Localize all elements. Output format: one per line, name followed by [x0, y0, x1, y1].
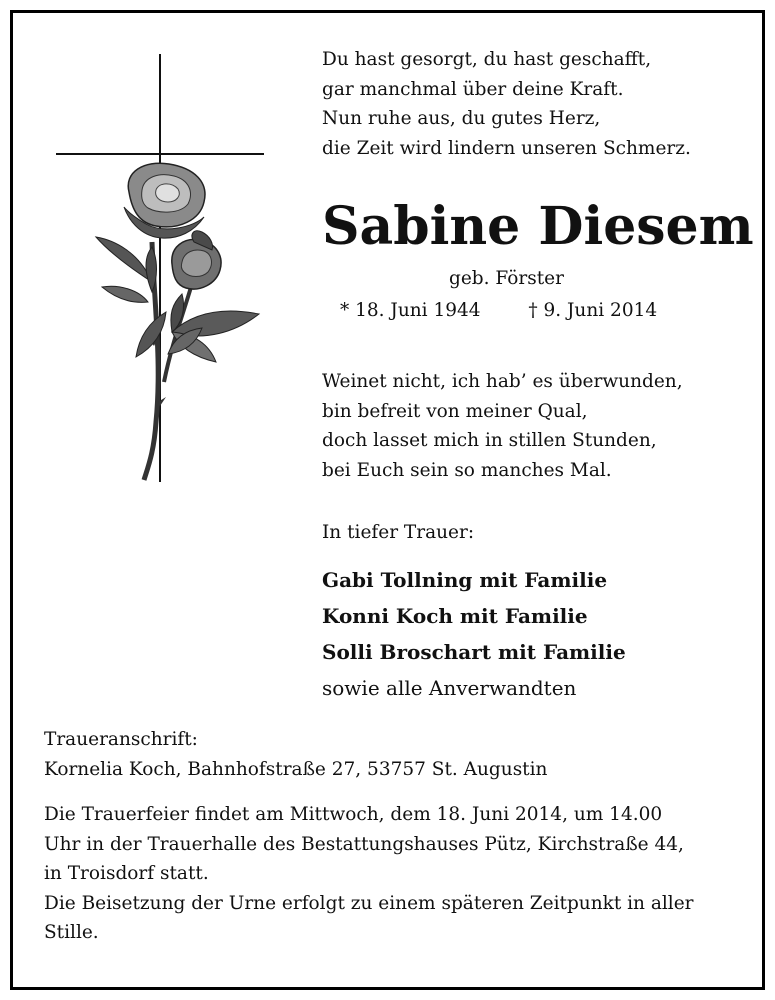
poem-top	[322, 45, 691, 163]
address-label: Traueranschrift:	[44, 729, 198, 750]
mourning-label: In tiefer Trauer:	[322, 522, 475, 543]
mourner-name: Konni Koch mit Familie	[322, 604, 588, 628]
poem-bottom-line: bin befreit von meiner Qual,	[322, 400, 588, 422]
poem-bottom	[322, 367, 683, 485]
birth-date: * 18. Juni 1944	[340, 300, 481, 321]
poem-bottom-line: doch lasset mich in stillen Stunden,	[322, 430, 657, 451]
mourner-name: Gabi Tollning mit Familie	[322, 568, 608, 592]
mourning-address	[44, 725, 547, 784]
mourners-list	[322, 562, 626, 706]
ceremony-info	[44, 800, 714, 948]
cross-with-roses	[44, 42, 264, 482]
rose-icon	[96, 163, 259, 480]
poem-top-line: Nun ruhe aus, du gutes Herz,	[322, 108, 601, 129]
address-value: Kornelia Koch, Bahnhofstraße 27, 53757 St. Augustin	[44, 758, 548, 780]
deceased-name: Sabine Diesem	[322, 196, 754, 257]
poem-top-line: die Zeit wird lindern unseren Schmerz.	[322, 137, 691, 159]
ceremony-line: Stille.	[44, 922, 99, 943]
mourners-closing: sowie alle Anverwandten	[322, 676, 577, 700]
ceremony-line: in Troisdorf statt.	[44, 863, 209, 884]
life-dates	[340, 300, 657, 321]
poem-bottom-line: bei Euch sein so manches Mal.	[322, 459, 612, 481]
death-date: † 9. Juni 2014	[528, 300, 658, 321]
poem-top-line: gar manchmal über deine Kraft.	[322, 78, 624, 100]
cross-icon	[56, 54, 264, 482]
ceremony-line: Uhr in der Trauerhalle des Bestattungshauses Pütz, Kirchstraße 44,	[44, 833, 684, 855]
ceremony-line: Die Beisetzung der Urne erfolgt zu einem späteren Zeitpunkt in aller	[44, 892, 694, 914]
maiden-name: geb. Förster	[449, 268, 564, 289]
poem-bottom-line: Weinet nicht, ich hab’ es überwunden,	[322, 371, 683, 392]
mourner-name: Solli Broschart mit Familie	[322, 640, 626, 664]
poem-top-line: Du hast gesorgt, du hast geschafft,	[322, 49, 652, 70]
ceremony-line: Die Trauerfeier findet am Mittwoch, dem 18. Juni 2014, um 14.00	[44, 804, 663, 825]
